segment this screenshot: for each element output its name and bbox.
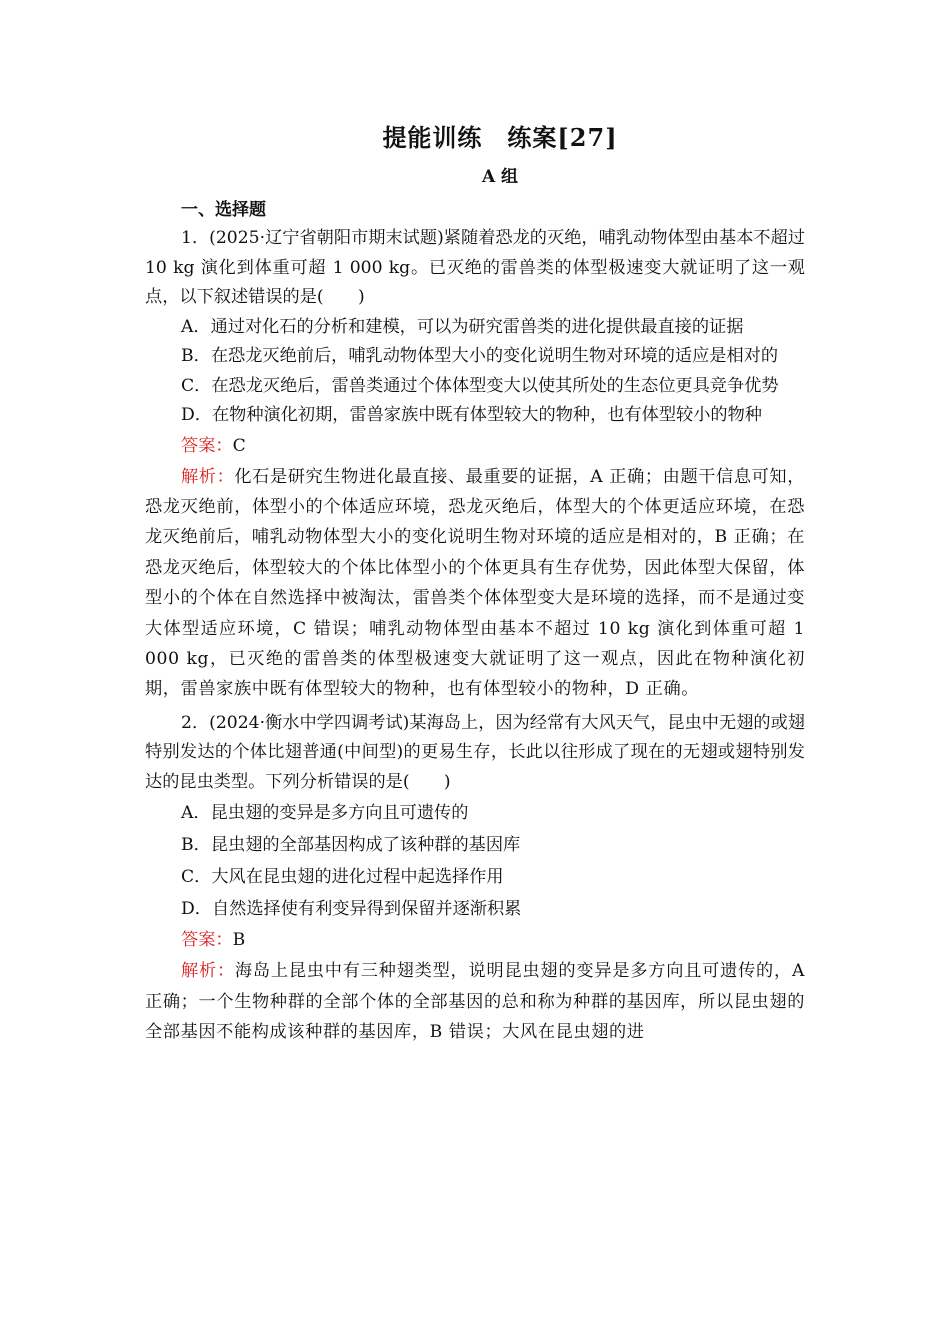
answer-label: 答案： [181, 930, 233, 951]
answer-line [145, 431, 805, 462]
option-c: C．大风在昆虫翅的进化过程中起选择作用 [181, 867, 504, 888]
answer-value: B [232, 930, 246, 951]
option-b: B．昆虫翅的全部基因构成了该种群的基因库 [181, 835, 521, 856]
option-d: D．在物种演化初期，雷兽家族中既有体型较大的物种，也有体型较小的物种 [181, 405, 762, 425]
option-b: B．在恐龙灭绝前后，哺乳动物体型大小的变化说明生物对环境的适应是相对的 [181, 346, 779, 366]
analysis-label: 解析： [181, 961, 235, 982]
analysis-paragraph [145, 956, 805, 1047]
analysis-label: 解析： [181, 466, 235, 487]
answer-value: C [232, 435, 246, 456]
answer-line [145, 925, 805, 956]
section-heading: 一、选择题 [181, 200, 266, 220]
analysis-text: 化石是研究生物进化最直接、最重要的证据，A 正确；由题干信息可知，恐龙灭绝前，体型小的个体适应环境，恐龙灭绝后，体型大的个体更适应环境，在恐龙灭绝前后，哺乳动物体型大小的变化说明生物对环境的适应是相对的，B 正确；在恐龙灭绝后，体型较大的个体比体型小的个体更具有生存优势，因此体型大保留，体型小的个体在自然选择中被淘汰，雷兽类个体体型变大是环境的选择，而不是通过变大体型适应环境，C 错误；哺乳动物体型由基本不超过 10 kg 演化到体重可超 1 000 kg，已灭绝的雷兽类的体型极速变大就证明了这一观点，因此在物种演化初期，雷兽家族中既有体型较大的物种，也有体型较小的物种，D 正确。 [145, 466, 805, 700]
document-page [145, 118, 805, 1047]
analysis-paragraph [145, 462, 805, 705]
option-a: A．昆虫翅的变异是多方向且可遗传的 [181, 803, 469, 824]
answer-label: 答案： [181, 435, 233, 456]
page-title: 提能训练 练案[27] [382, 123, 618, 152]
option-c: C．在恐龙灭绝后，雷兽类通过个体体型变大以使其所处的生态位更具竞争优势 [181, 375, 779, 396]
analysis-text: 海岛上昆虫中有三种翅类型，说明昆虫翅的变异是多方向且可遗传的，A 正确；一个生物种群的全部个体的全部基因的总和称为种群的基因库，所以昆虫翅的全部基因不能构成该种群的基因库，B 错误；大风在昆虫翅的进 [145, 961, 805, 1043]
question-1 [145, 224, 805, 705]
question-stem: 2．(2024·衡水中学四调考试)某海岛上，因为经常有大风天气，昆虫中无翅的或翅特别发达的个体比翅普通(中间型)的更易生存，长此以往形成了现在的无翅或翅特别发达的昆虫类型。下列分析错误的是( ) [145, 712, 805, 792]
option-d: D．自然选择使有利变异得到保留并逐渐积累 [181, 899, 522, 920]
question-stem: 1．(2025·辽宁省朝阳市期末试题)紧随着恐龙的灭绝，哺乳动物体型由基本不超过 10 kg 演化到体重可超 1 000 kg。已灭绝的雷兽类的体型极速变大就证明了这一观点，以下叙述错误的是( ) [145, 228, 805, 307]
group-heading: A 组 [481, 167, 519, 187]
option-a: A．通过对化石的分析和建模，可以为研究雷兽类的进化提供最直接的证据 [181, 316, 744, 337]
question-2 [145, 709, 805, 1048]
